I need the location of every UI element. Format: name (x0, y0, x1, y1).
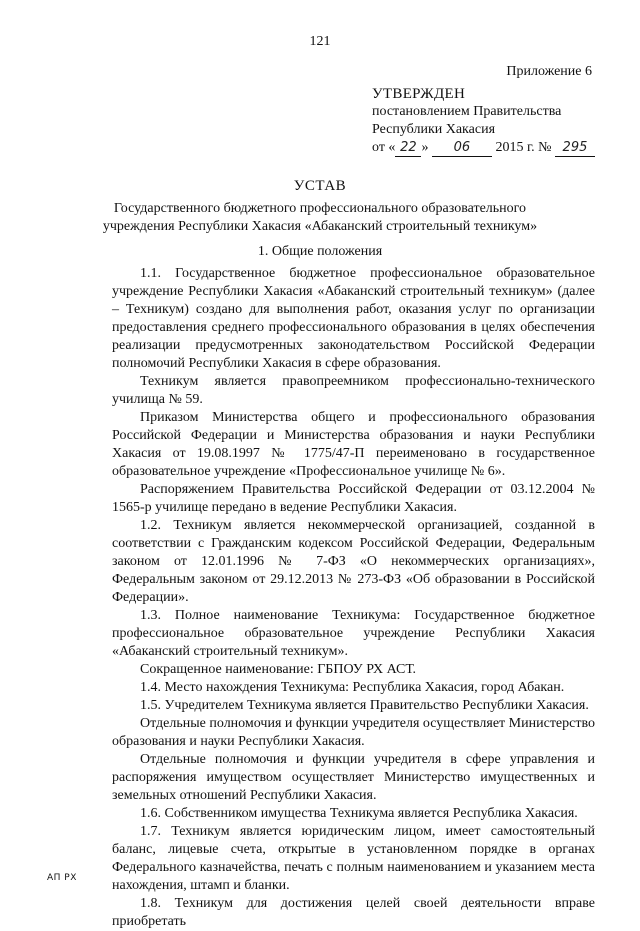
paragraph: 1.2. Техникум является некоммерческой организацией, созданной в соответствии с Гражданским кодексом Российской Федерации, Федеральным законом от 12.01.1996 № 7-ФЗ «О некоммерческих организациях», Федеральным законом от 29.12.2013 № 273-ФЗ «Об образовании в Российской Федерации». (112, 518, 595, 605)
paragraph: Распоряжением Правительства Российской Федерации от 03.12.2004 № 1565-р училище передано в ведение Республики Хакасия. (112, 482, 595, 515)
document-title: УСТАВ (293, 178, 347, 194)
approval-line-2: Республики Хакасия (372, 122, 496, 137)
page-number: 121 (309, 34, 331, 49)
paragraph: 1.3. Полное наименование Техникума: Государственное бюджетное профессиональное образовательное учреждение Республики Хакасия «Абаканский строительный техникум». (112, 608, 595, 659)
paragraph: Приказом Министерства общего и профессионального образования Российской Федерации и Министерства образования и науки Республики Хакасия от 19.08.1997 № 1775/47-П переименовано в государственное образовательное учреждение «Профессиональное училище № 6». (112, 410, 595, 479)
approval-line-1: постановлением Правительства (372, 104, 562, 119)
document-title-block (0, 177, 640, 236)
section-heading: 1. Общие положения (257, 244, 383, 259)
paragraph: 1.4. Место нахождения Техникума: Республика Хакасия, город Абакан. (140, 680, 565, 695)
title-line-2: учреждения Республики Хакасия «Абаканский строительный техникум» (102, 219, 538, 234)
approval-date-line (372, 139, 602, 157)
paragraph: 1.5. Учредителем Техникума является Правительство Республики Хакасия. (140, 698, 589, 713)
paragraph: 1.6. Собственником имущества Техникума является Республика Хакасия. (140, 806, 578, 821)
paragraph: Техникум является правопреемником профессионально-технического училища № 59. (112, 374, 595, 407)
handwritten-month: 06 (432, 140, 492, 157)
date-prefix: от « (372, 140, 396, 155)
paragraph: 1.8. Техникум для достижения целей своей деятельности вправе приобретать (112, 896, 595, 929)
paragraph: Отдельные полномочия и функции учредителя в сфере управления и распоряжения имуществом осуществляет Министерство имущественных и земельных отношений Республики Хакасия. (112, 752, 595, 803)
paragraph: Отдельные полномочия и функции учредителя осуществляет Министерство образования и науки Республики Хакасия. (112, 716, 595, 749)
body-text (112, 265, 595, 931)
appendix-label: Приложение 6 (506, 64, 592, 79)
paragraph: 1.7. Техникум является юридическим лицом, имеет самостоятельный баланс, лицевые счета, открытые в установленном порядке в органах Федерального казначейства, печать с полным наименованием и указанием места нахождения, штамп и бланки. (112, 824, 595, 893)
approval-block (372, 63, 602, 157)
handwritten-number: 295 (555, 140, 595, 157)
approved-label: УТВЕРЖДЕН (372, 86, 466, 102)
paragraph: 1.1. Государственное бюджетное профессиональное образовательное учреждение Республики Хакасия «Абаканский строительный техникум» (далее – Техникум) создано для выполнения работ, оказания услуг по организации предоставления среднего профессионального образования в целях обеспечения реализации предусмотренных законодательством Российской Федерации полномочий Республики Хакасия в сфере образования. (112, 266, 595, 371)
date-suffix: 2015 г. № (495, 140, 552, 155)
date-mid: » (421, 140, 429, 155)
paragraph: Сокращенное наименование: ГБПОУ РХ АСТ. (140, 662, 416, 677)
handwritten-day: 22 (395, 140, 421, 157)
title-line-1: Государственного бюджетного профессионального образовательного (113, 201, 527, 216)
footer-stamp: АП РХ (47, 873, 77, 883)
